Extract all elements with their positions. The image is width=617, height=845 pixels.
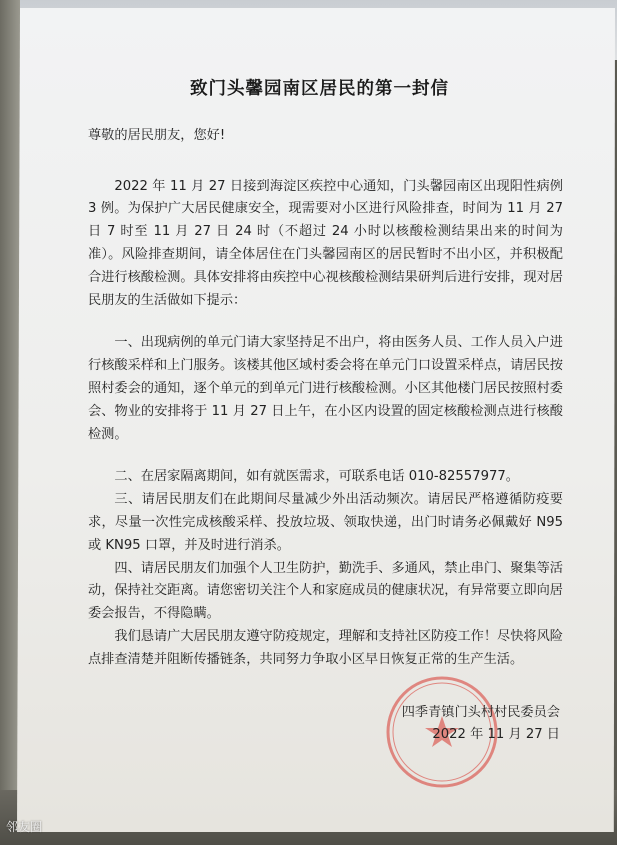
paragraph-item-2: 二、在居家隔离期间，如有就医需求，可联系电话 010-82557977。 (114, 469, 519, 485)
paragraph-item-1: 一、出现病例的单元门请大家坚持足不出户，将由医务人员、工作人员入户进行核酸采样和上门服务。该楼其他区域村委会将在单元门口设置采样点，请居民按照村委会的通知，逐个单元的到单元门进行核酸检测。小区其他楼门居民按照村委会、物业的安排将于 11 月 27 日上午，在小区内设置的固定核酸检测点进行核酸检测。 (88, 335, 563, 442)
letter-body (88, 78, 563, 672)
paragraph-item-3: 三、请居民朋友们在此期间尽量减少外出活动频次。请居民严格遵循防疫要求，尽量一次性完成核酸采样、投放垃圾、领取快递，出门时请务必佩戴好 N95 或 KN95 口罩，并及时进行消杀。 (88, 492, 563, 553)
paragraph-item-4: 四、请居民朋友们加强个人卫生防护，勤洗手、多通风，禁止串门、聚集等活动，保持社交距离。请您密切关注个人和家庭成员的健康状况，有异常要立即向居委会报告，不得隐瞒。 (88, 560, 563, 622)
background-left (0, 0, 20, 845)
watermark-label: 邻友圈 (6, 820, 43, 834)
signature-date: 2022 年 11 月 27 日 (432, 727, 560, 742)
greeting: 尊敬的居民朋友，您好! (88, 127, 226, 143)
paragraph-intro: 2022 年 11 月 27 日接到海淀区疾控中心通知，门头馨园南区出现阳性病例 3 例。为保护广大居民健康安全，现需要对小区进行风险排查，时间为 11 月 27 日 7 时至 11 月 27 日 24 时（不超过 24 小时以核酸检测结果出来的时间为准）。风险排查期间，请全体居住在门头馨园南区的居民暂时不出小区，并积极配合进行核酸检测。具体安排将由疾控中心视核酸检测结果研判后进行安排，现对居民朋友的生活做如下提示： (88, 178, 563, 308)
signature-organization: 四季青镇门头村村民委员会 (401, 705, 560, 720)
letter-title: 致门头馨园南区居民的第一封信 (190, 79, 449, 99)
signature-block (370, 702, 560, 746)
paragraph-closing: 我们恳请广大居民朋友遵守防疫规定，理解和支持社区防疫工作！尽快将风险点排查清楚并阻断传播链条，共同努力争取小区早日恢复正常的生产生活。 (88, 628, 563, 667)
